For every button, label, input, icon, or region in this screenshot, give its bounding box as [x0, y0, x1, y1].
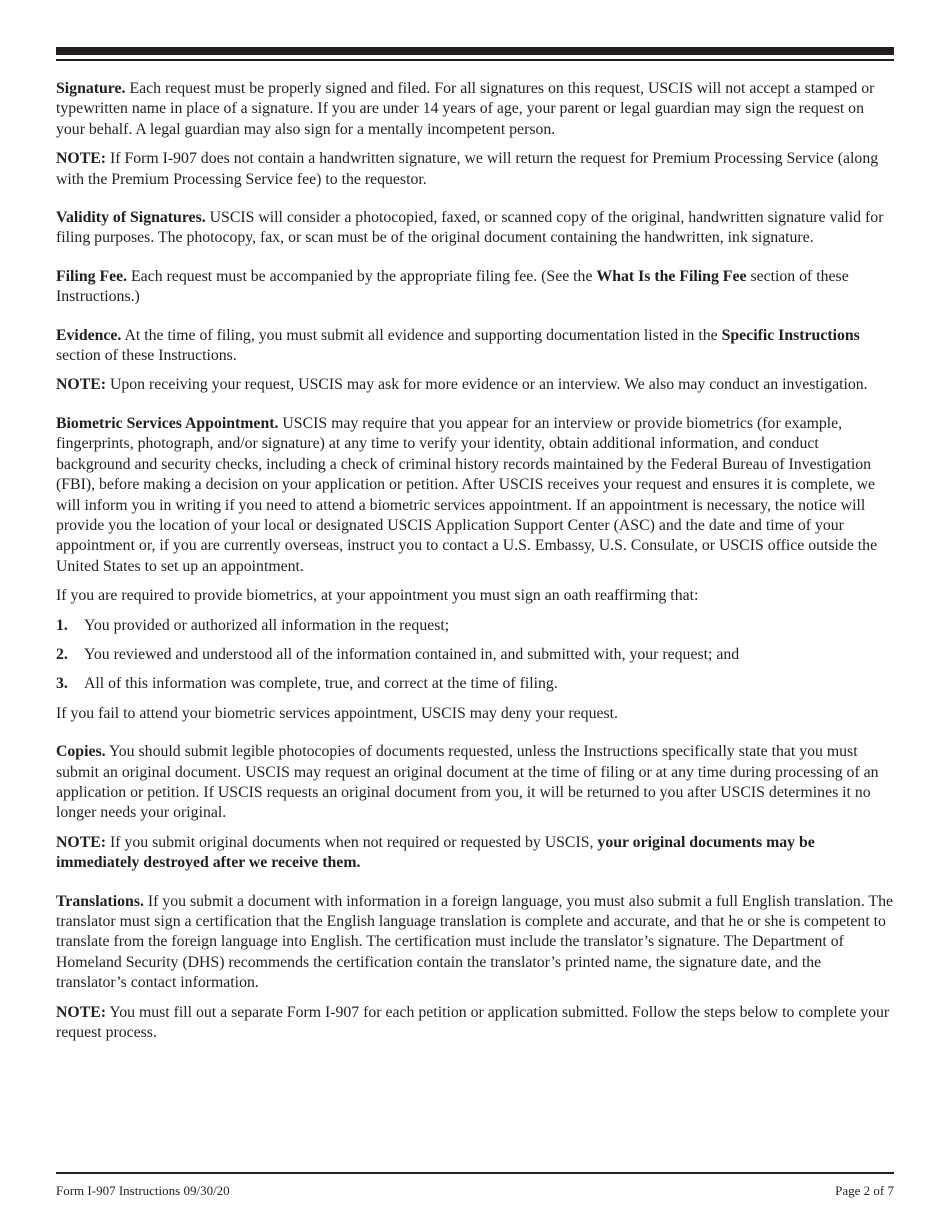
fail-attend-text: If you fail to attend your biometric services appointment, USCIS may deny your request.: [56, 704, 618, 722]
header-rule-thin: [56, 59, 894, 61]
translations-paragraph: Translations. If you submit a document with information in a foreign language, you must also submit a full English translation. The translator must sign a certification that the English language translation is complete and accurate, and that he or she is competent to translate from the foreign language into English. The certification must include the translator’s signature. The Department of Homeland Security (DHS) recommends the certification contain the translator’s printed name, the signature date, and the translator’s contact information.: [56, 892, 893, 992]
evidence-paragraph: Evidence. At the time of filing, you must submit all evidence and supporting documentation listed in the Specific Instructions section of these Instructions.: [56, 326, 860, 365]
filing-fee-paragraph: Filing Fee. Each request must be accompanied by the appropriate filing fee. (See the What Is the Filing Fee section of these Instructions.): [56, 267, 849, 306]
copies-note: NOTE: If you submit original documents when not required or requested by USCIS, your original documents may be immediately destroyed after we receive them.: [56, 833, 815, 872]
evidence-note: NOTE: Upon receiving your request, USCIS may ask for more evidence or an interview. We also may conduct an investigation.: [56, 376, 868, 394]
oath-list-item: 1. You provided or authorized all information in the request;: [56, 616, 450, 634]
evidence-heading: Evidence.: [56, 326, 122, 344]
validity-heading: Validity of Signatures.: [56, 209, 206, 227]
signature-note: NOTE: If Form I-907 does not contain a handwritten signature, we will return the request for Premium Processing Service (along with the Premium Processing Service fee) to the requestor.: [56, 150, 879, 188]
oath-intro: If you are required to provide biometrics, at your appointment you must sign an oath reaffirming that:: [56, 587, 699, 605]
copies-paragraph: Copies. You should submit legible photocopies of documents requested, unless the Instructions specifically state that you must submit an original document. USCIS may request an original document at the time of filing or at any time during processing of an application or petition. If USCIS requests an original document from you, it will be returned to you after USCIS determines it no longer needs your original.: [56, 743, 879, 822]
oath-list-item: 2. You reviewed and understood all of the information contained in, and submitted with, your request; and: [56, 645, 740, 663]
copies-heading: Copies.: [56, 743, 106, 761]
footer-form-id: Form I-907 Instructions 09/30/20: [56, 1183, 230, 1198]
final-note: NOTE: You must fill out a separate Form I-907 for each petition or application submitted. Follow the steps below to complete your request process.: [56, 1003, 890, 1042]
oath-list-item: 3. All of this information was complete, true, and correct at the time of filing.: [56, 675, 558, 693]
header-rule-thick: [56, 47, 894, 55]
validity-paragraph: Validity of Signatures. USCIS will consider a photocopied, faxed, or scanned copy of the original, handwritten signature valid for filing purposes. The photocopy, fax, or scan must be of the original document containing the handwritten, ink signature.: [56, 209, 884, 247]
signature-paragraph: Signature. Each request must be properly signed and filed. For all signatures on this request, USCIS will not accept a stamped or typewritten name in place of a signature. If you are under 14 years of age, your parent or legal guardian may sign the request on your behalf. A legal guardian may also sign for a mentally incompetent person.: [56, 80, 875, 138]
signature-heading: Signature.: [56, 80, 126, 97]
filing-fee-heading: Filing Fee.: [56, 267, 128, 285]
instructions-body: [56, 79, 894, 1043]
biometric-paragraph: Biometric Services Appointment. USCIS may require that you appear for an interview or provide biometrics (for example, fingerprints, photograph, and/or signature) at any time to verify your identity, obtain additional information, and conduct background and security checks, including a check of criminal history records maintained by the Federal Bureau of Investigation (FBI), before making a decision on your application or petition. After USCIS receives your request and ensures it is complete, we will inform you in writing if you need to attend a biometric services appointment. If an appointment is necessary, the notice will provide you the location of your local or designated USCIS Application Support Center (ASC) and the date and time of your appointment or, if you are currently overseas, instruct you to contact a U.S. Embassy, U.S. Consulate, or USCIS office outside the United States to set up an appointment.: [56, 414, 878, 575]
footer-rule: [56, 1172, 894, 1174]
footer-page-number: Page 2 of 7: [835, 1183, 894, 1198]
translations-heading: Translations.: [56, 892, 144, 910]
biometric-heading: Biometric Services Appointment.: [56, 414, 279, 432]
